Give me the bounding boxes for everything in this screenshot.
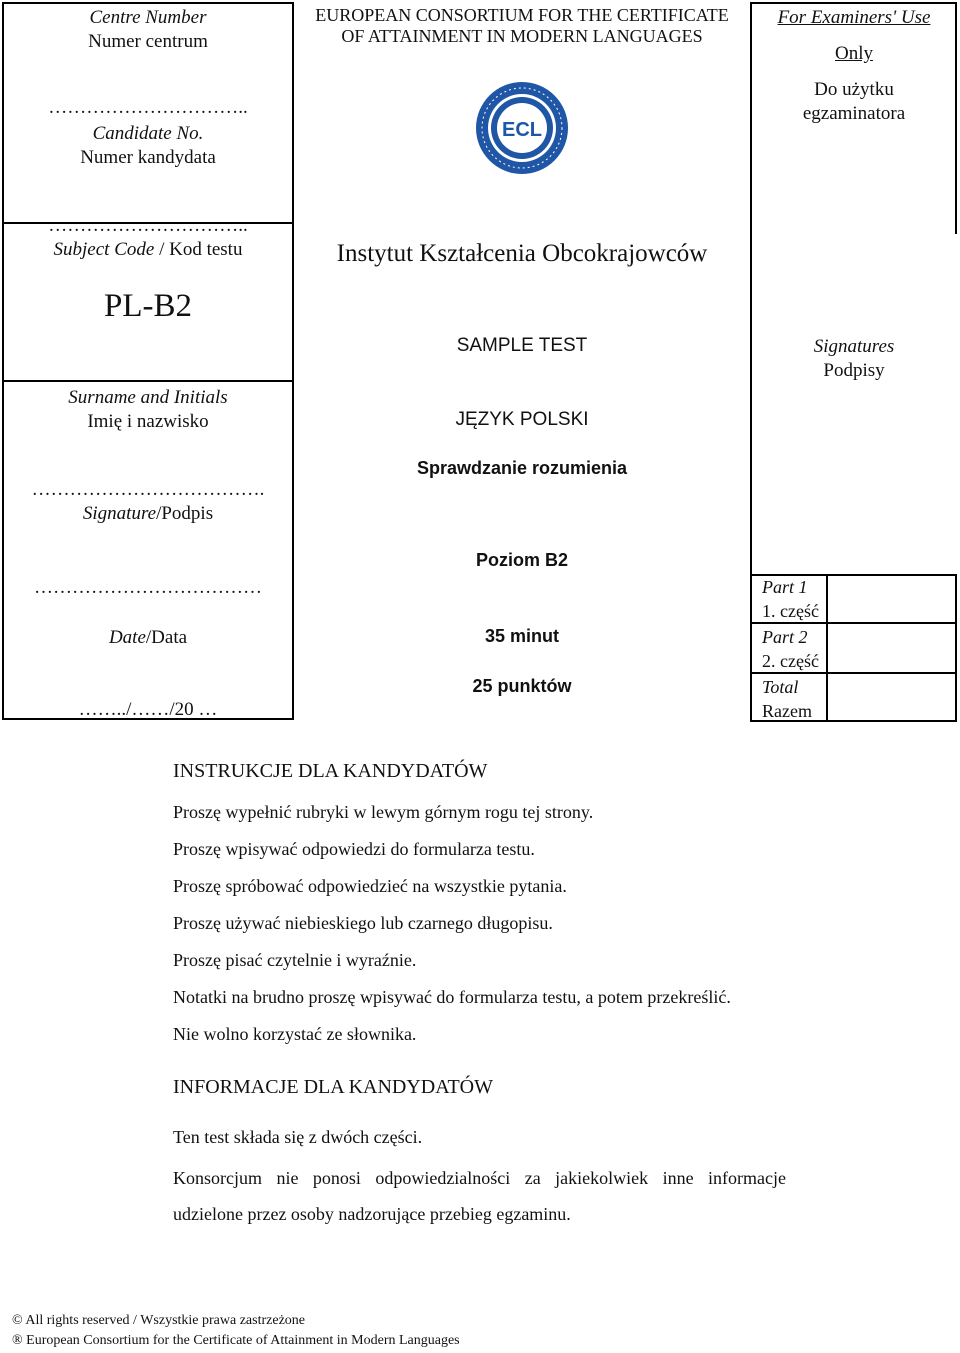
subject-code-label: Subject Code [53,239,155,260]
institute-name: Instytut Kształcenia Obcokrajowców [336,240,708,267]
candidate-number-label: Candidate No. [92,123,204,144]
signature-label: Signature [82,503,157,524]
left-box-right-border [292,2,294,720]
examiner-use-pl: Do użytku egzaminatora [802,79,906,124]
right-box-right-border [955,2,957,234]
only-label: Only [835,43,873,64]
part1-label-pl: 1. część [762,601,819,621]
instruction-item: Nie wolno korzystać ze słownika. [173,1024,417,1044]
footer-registered: ® European Consortium for the Certificate of Attainment in Modern Languages [12,1333,460,1348]
instruction-item: Proszę wypełnić rubryki w lewym górnym rogu tej strony. [173,802,594,822]
right-box-left-border [750,2,752,722]
sample-test-label: SAMPLE TEST [456,335,588,356]
subject-code-label-pl: Kod testu [169,239,243,260]
instruction-item: Proszę spróbować odpowiedzieć na wszystkie pytania. [173,876,567,896]
consortium-title: EUROPEAN CONSORTIUM FOR THE CERTIFICATE OF ATTAINMENT IN MODERN LANGUAGES [315,5,729,46]
centre-number-label-pl: Numer centrum [88,31,208,52]
surname-label-pl: Imię i nazwisko [87,411,209,432]
points-label: 25 punktów [472,676,572,696]
centre-number-field[interactable]: ………………………….. [48,97,248,118]
instruction-item: Proszę pisać czytelnie i wyraźnie. [173,950,417,970]
date-separator: / [145,627,152,648]
right-box-top-border [750,2,957,4]
signatures-label-pl: Podpisy [823,360,885,381]
information-line-1: Ten test składa się z dwóch części. [173,1127,423,1147]
total-label: Total [762,677,799,697]
date-field[interactable]: ……../……/20 … [78,699,218,720]
score-table-col-divider [826,574,828,722]
information-line-2: Konsorcjum nie ponosi odpowiedzialności za jakiekolwiek inne informacje udzielone przez osoby nadzorujące przebieg egzaminu. [173,1168,786,1224]
part2-label-pl: 2. część [762,651,819,671]
signature-separator: / [156,503,162,524]
subject-code-label-row [4,238,292,262]
score-table-row-2 [750,672,957,674]
time-label: 35 minut [484,626,559,646]
instructions-list [173,794,873,1053]
information-heading: INFORMACJE DLA KANDYDATÓW [173,1076,493,1098]
subject-code-separator: / [154,239,170,260]
part1-label: Part 1 [762,577,808,597]
subject-code-value: PL-B2 [103,288,192,324]
signature-label-row [4,502,292,526]
score-table-row-1 [750,622,957,624]
left-box-top-border [2,2,294,4]
examiners-use-label: For Examiners' Use [777,7,931,28]
surname-label: Surname and Initials [68,387,228,408]
signature-field[interactable]: ……………………………… [34,577,262,598]
instruction-item: Proszę używać niebieskiego lub czarnego długopisu. [173,913,553,933]
instructions-heading: INSTRUKCJE DLA KANDYDATÓW [173,760,488,782]
level-label: Poziom B2 [475,550,568,570]
language-label: JĘZYK POLSKI [455,409,589,430]
instruction-item: Proszę wpisywać odpowiedzi do formularza testu. [173,839,535,859]
signatures-label: Signatures [813,336,895,357]
right-box-right-lower-border [955,574,957,722]
ecl-logo [472,80,572,176]
signature-label-pl: Podpis [161,503,214,524]
date-label-row [4,626,292,650]
candidate-number-label-pl: Numer kandydata [80,147,216,168]
date-label: Date [108,627,146,648]
centre-number-label: Centre Number [89,7,207,28]
candidate-number-field[interactable]: ………………………….. [48,215,248,236]
ecl-logo-text: ECL [502,119,542,141]
total-label-pl: Razem [762,701,812,721]
part2-score-box[interactable] [830,626,952,670]
skill-label: Sprawdzanie rozumienia [416,458,628,478]
date-label-pl: Data [151,627,188,648]
footer-copyright: © All rights reserved / Wszystkie prawa zastrzeżone [12,1313,305,1328]
part2-label: Part 2 [762,627,808,647]
part1-score-box[interactable] [830,578,952,620]
instruction-item: Notatki na brudno proszę wpisywać do formularza testu, a potem przekreślić. [173,987,731,1007]
total-score-box[interactable] [830,676,952,718]
surname-field[interactable]: ………………………………. [31,479,265,500]
left-box-divider-2 [2,380,294,382]
